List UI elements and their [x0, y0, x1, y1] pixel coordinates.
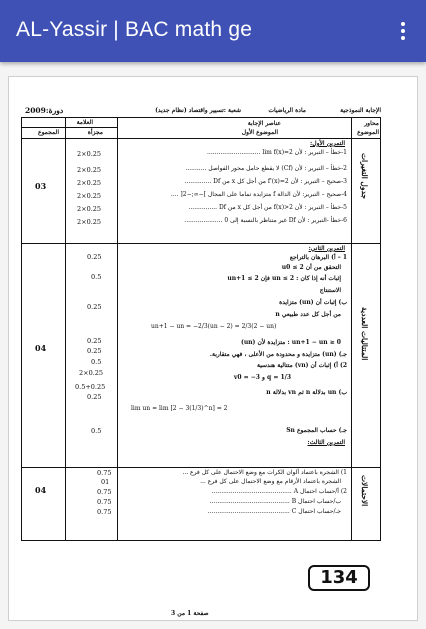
ex2-grade-3: 0.25 — [87, 303, 102, 311]
ex3-grade-5: 0.75 — [97, 508, 112, 516]
ex2-line-3: إثبات أنه إذا كان : un ≤ 2 فإن un+1 ≤ 2 — [227, 275, 341, 282]
ex2-line-9: جـ) (un) متزايدة و محدودة من الأعلى ، فهي متقاربة. — [209, 351, 347, 358]
ex1-title: التمرين الأول: — [310, 140, 345, 147]
ex2-line-2: التحقق من أن u0 ≤ 2 — [281, 264, 341, 271]
ex2-grade-4: 0.25 — [87, 337, 102, 345]
ex2-line-1: 1 – أ) البرهان بالتراجع — [289, 254, 347, 261]
ex2-grade-7: 2×0.25 — [79, 369, 104, 377]
ex2-grade-10: 0.5 — [91, 427, 102, 435]
ex2-grade-6: 0.5 — [91, 358, 102, 366]
ex2-line-7: un+1 − un = −2/3(un − 2) = 2/3(2 − un) — [151, 323, 277, 330]
ex3-grade-3: 0.75 — [97, 488, 112, 496]
ex3-line-2: الشجرة باعتماد الأرقام مع وضع الاحتمال على كل فرع ... — [200, 478, 341, 485]
ex1-line-4: 4-صحيح – التبرير: لأن الدالة f متزايدة تماما على المجال ]−∞;−2[ .... — [170, 191, 347, 198]
ex1-line-3: 3-صحيح – التبرير : لأن f'(x)=2 من أجل كل x من Df .............. — [184, 178, 347, 185]
exam-answer-sheet — [21, 106, 381, 617]
app-bar — [0, 0, 426, 62]
ex2-total: 04 — [35, 343, 47, 353]
document-page — [8, 76, 418, 621]
ex3-grade-4: 0.75 — [97, 498, 112, 506]
ex3-line-5: جـ/حساب احتمال C ........................................... — [207, 508, 341, 515]
ex1-grade-2: 2×0.25 — [77, 166, 102, 174]
ex2-axis: المتتاليات العددية — [360, 307, 369, 361]
ex2-line-4: الاستنتاج — [319, 287, 341, 294]
ex2-title: التمرين الثاني: — [308, 245, 345, 252]
ex2-grade-2: 0.5 — [91, 273, 102, 281]
ex2-grade-8: 0.5+0.25 — [75, 383, 106, 391]
ex2-line-5: ب) إثبات أن (un) متزايدة — [279, 299, 347, 306]
ex1-grade-6: 2×0.25 — [77, 218, 102, 226]
ex2-line-8: un+1 − un ≥ 0 : متزايدة لأن (un) — [240, 339, 341, 346]
doc-header-right: الإجابة النموذجية — [340, 107, 381, 114]
ex3-line-3: 2) أ/حساب احتمال A .......................................... — [211, 488, 347, 495]
ex3-axis: الاحتمالات — [360, 475, 369, 507]
ex3-title: التمرين الثالث: — [307, 439, 345, 446]
ex1-line-2: 2-خطأ – التبرير : لأن (Cf) لا يقطع حامل محور الفواصل ........... — [185, 165, 347, 172]
ex3-grade-1: 0.75 — [97, 469, 112, 477]
col-grade: العلامة — [76, 119, 93, 126]
page-number-badge: 134 — [308, 565, 370, 591]
doc-header-session: دورة:2009 — [25, 106, 64, 115]
ex2-grade-5: 0.25 — [87, 347, 102, 355]
ex3-line-1: 1) الشجرة باعتماد ألوان الكرات مع وضع الاحتمال على كل فرع ... — [182, 469, 347, 476]
col-axes-sub: الموضوع — [357, 129, 379, 136]
doc-header-subject: مادة الرياضيات — [268, 107, 306, 114]
ex1-total: 03 — [35, 181, 47, 191]
ex2-line-6: من أجل كل عدد طبيعي n — [275, 311, 341, 318]
ex2-grade-1: 0.25 — [87, 253, 102, 261]
doc-header-stream: شعبة :تسيير واقتصاد (نظام جديد) — [155, 107, 241, 114]
ex3-total: 04 — [35, 485, 47, 495]
ex3-line-4: ب/حساب احتمال B .......................................... — [209, 498, 341, 505]
ex1-grade-4: 2×0.25 — [77, 192, 102, 200]
page-footer: صفحة 1 من 3 — [171, 610, 209, 617]
ex1-line-1: 1-خطأ – التبرير : لأن lim f(x)=2 ............................ — [207, 149, 347, 156]
ex2-grade-9: 0.25 — [87, 393, 102, 401]
ex1-grade-5: 2×0.25 — [77, 205, 102, 213]
col-total: المجموع — [38, 129, 59, 136]
ex2-line-14: جـ) حساب المجموع Sn — [286, 427, 347, 434]
ex1-axis: جدول التغيرات — [360, 153, 369, 200]
ex1-line-5: 5-خطأ – التبرير : لأن f(x)>2 من أجل كل x من Df ............... — [188, 204, 347, 211]
col-topic: الموضوع الأول — [241, 129, 278, 136]
ex2-line-10: 2) أ) إثبات أن (vn) متتالية هندسية — [256, 362, 347, 369]
ex1-line-6: 6-خطأ -التبرير : لأن Df غير متناظر بالنسبة إلى 0 .................... — [184, 217, 347, 224]
ex2-line-11: q = 1/3 و v0 = −3 — [233, 374, 291, 381]
app-title: AL-Yassir | BAC math ge — [16, 18, 253, 41]
ex3-grade-2: 01 — [101, 478, 110, 486]
col-partial: مجزأة — [87, 129, 103, 136]
col-answers: عناصر الإجابة — [247, 120, 281, 127]
ex2-line-12: ب) un بدلالة n ثم vn بدلالة n — [266, 389, 347, 396]
overflow-menu-icon[interactable] — [386, 14, 420, 48]
col-axes: محاور — [364, 120, 379, 127]
ex1-grade-1: 2×0.25 — [77, 150, 102, 158]
ex2-line-13: lim un = lim [2 − 3(1/3)^n] = 2 — [131, 405, 228, 412]
ex1-grade-3: 2×0.25 — [77, 179, 102, 187]
